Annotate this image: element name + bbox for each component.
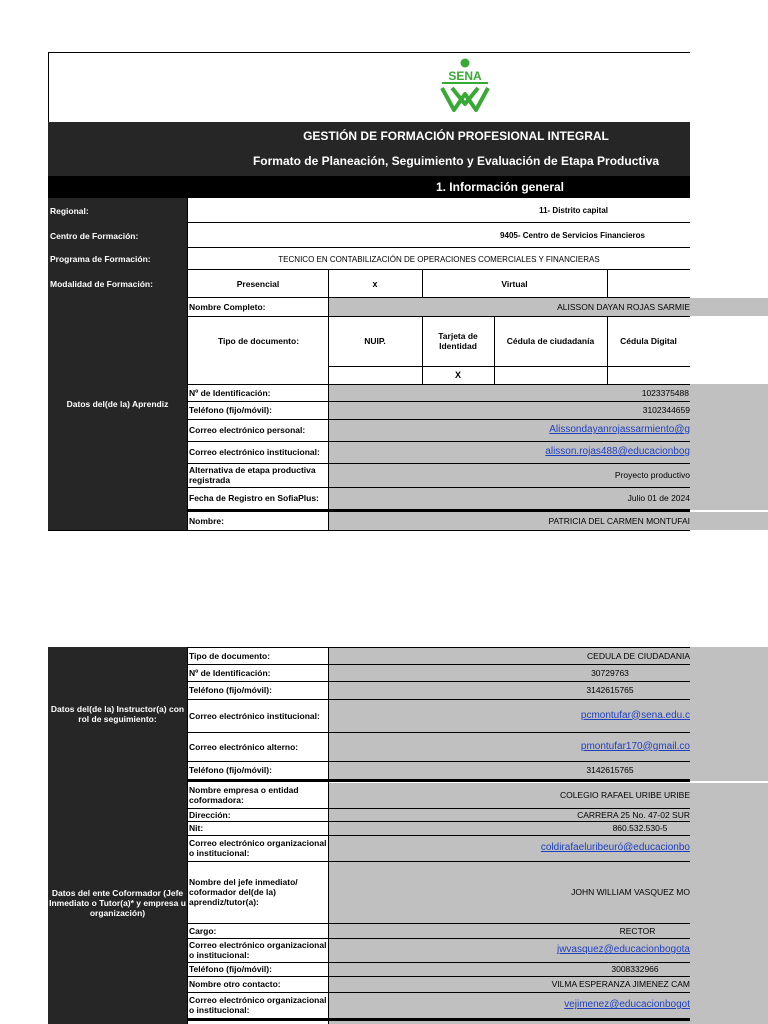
correo-jefe-value[interactable] [330,938,690,962]
instructor-nombre-value: PATRICIA DEL CARMEN MONTUFAI [548,516,690,526]
correo-personal-value[interactable] [330,419,690,441]
nit-label: Nit: [189,823,204,833]
coformador-tel-value: 3008332966 [611,964,659,974]
tipo-doc-label-text: Tipo de documento: [217,336,300,346]
instructor-correo-alt-link[interactable]: pmontufar170@gmail.co [580,740,690,752]
instructor-tel2-value: 3142615765 [586,765,634,775]
sena-logo [432,58,498,114]
coformador-section-label: Datos del ente Coformador (Jefe Inmediato o Tutor(a)* y empresa u organización) [49,888,186,918]
instructor-correo-alt-label: Correo electrónico alterno: [189,741,299,752]
alternativa-value: Proyecto productivo [614,470,690,480]
doc-type-ti: Tarjeta de Identidad [438,331,478,351]
aprendiz-tel-value: 3102344659 [642,405,690,415]
instructor-correo-inst-link[interactable]: pcmontufar@sena.edu.c [580,709,690,721]
programa-value: TECNICO EN CONTABILIZACIÓN DE OPERACIONES COMERCIALES Y FINANCIERAS [278,254,600,264]
correo-otro-value[interactable] [330,992,690,1018]
instructor-correo-inst-label: Correo electrónico institucional: [189,710,320,721]
nit-value: 860.532.530-5 [612,823,668,833]
modalidad-virtual: Virtual [501,279,528,289]
title-sub: Formato de Planeación, Seguimiento y Evaluación de Etapa Productiva [252,154,660,168]
correo-jefe-link[interactable]: jwvasquez@educacionbogota [556,944,690,955]
instructor-id-value: 30729763 [591,667,629,678]
correo-org-label: Correo electrónico organizacional o institucional: [189,838,327,858]
correo-personal-label: Correo electrónico personal: [189,425,306,435]
instructor-correo-alt-value[interactable] [330,732,690,761]
instructor-nombre-label: Nombre: [189,516,224,526]
nombre-completo-value: ALISSON DAYAN ROJAS SARMIE [557,302,690,312]
tipo-doc-label [187,316,328,366]
correo-inst-value[interactable] [330,441,690,463]
doc-type-ti-mark: X [454,370,461,380]
correo-jefe-label: Correo electrónico organizacional o institucional: [189,940,327,960]
title-main: GESTIÓN DE FORMACIÓN PROFESIONAL INTEGRAL [303,129,609,143]
aprendiz-tel-label: Teléfono (fijo/móvil): [189,405,272,415]
empresa-value: COLEGIO RAFAEL URIBE URIBE [559,790,690,800]
instructor-tel2-label: Teléfono (fijo/móvil): [189,765,272,775]
correo-otro-link[interactable]: vejimenez@educacionbogot [564,999,690,1010]
cargo-value: RECTOR [619,925,656,936]
aprendiz-id-value: 1023375488 [641,387,689,398]
doc-type-cc: Cédula de ciudadanía [506,336,595,346]
nombre-completo-label: Nombre Completo: [189,302,266,312]
otro-contacto-label: Nombre otro contacto: [189,979,281,989]
modalidad-presencial: Presencial [236,279,280,289]
correo-org-value[interactable] [330,835,690,861]
correo-inst-label: Correo electrónico institucional: [189,447,320,457]
instructor-tipo-value: CEDULA DE CIUDADANIA [587,650,690,661]
regional-value: 11- Distrito capital [539,206,608,215]
instructor-tipo-label: Tipo de documento: [189,650,271,661]
logo-text: SENA [448,69,482,83]
coformador-tel-label: Teléfono (fijo/móvil): [189,964,272,974]
instructor-correo-inst-value[interactable] [330,699,690,732]
instructor-tel-value: 3142615765 [586,685,634,695]
correo-personal-link[interactable]: Alissondayanrojassarmiento@g [549,424,690,435]
modalidad-presencial-mark: x [372,279,378,289]
aprendiz-section-label: Datos del(de la) Aprendiz [66,399,169,409]
direccion-label: Dirección: [189,809,231,820]
sena-logo-icon [432,58,498,114]
instructor-section-label: Datos del(de la) Instructor(a) con rol de seguimiento: [50,704,185,724]
doc-type-nuip: NUIP. [364,336,386,346]
jefe-value: JOHN WILLIAM VASQUEZ MO [571,887,690,897]
correo-otro-label: Correo electrónico organizacional o institucional: [189,995,327,1015]
section-title: 1. Información general [435,180,565,194]
fecha-label: Fecha de Registro en SofiaPlus: [189,493,319,503]
alternativa-label: Alternativa de etapa productiva registrada [189,465,316,485]
jefe-label: Nombre del jefe inmediato/ coformador del(de la) aprendiz/tutor(a): [189,877,298,907]
correo-inst-link[interactable]: alisson.rojas488@educacionbog [545,446,690,457]
instructor-id-label: Nº de Identificación: [189,667,271,678]
correo-org-link[interactable]: coldirafaeluribeuró@educacionbo [540,842,690,853]
empresa-label: Nombre empresa o entidad coformadora: [189,785,299,805]
regional-label: Regional: [50,206,89,216]
instructor-tel-label: Teléfono (fijo/móvil): [189,685,272,695]
doc-type-cd: Cédula Digital [620,336,677,346]
programa-label: Programa de Formación: [50,254,151,264]
modalidad-label: Modalidad de Formación: [50,279,153,289]
cargo-label: Cargo: [189,925,217,936]
direccion-value: CARRERA 25 No. 47-02 SUR [577,809,690,820]
aprendiz-id-label: Nº de Identificación: [189,387,271,398]
otro-contacto-value: VILMA ESPERANZA JIMENEZ CAM [551,979,690,989]
centro-label: Centro de Formación: [50,231,139,241]
fecha-value: Julio 01 de 2024 [627,493,690,503]
centro-value: 9405- Centro de Servicios Financieros [500,231,645,240]
